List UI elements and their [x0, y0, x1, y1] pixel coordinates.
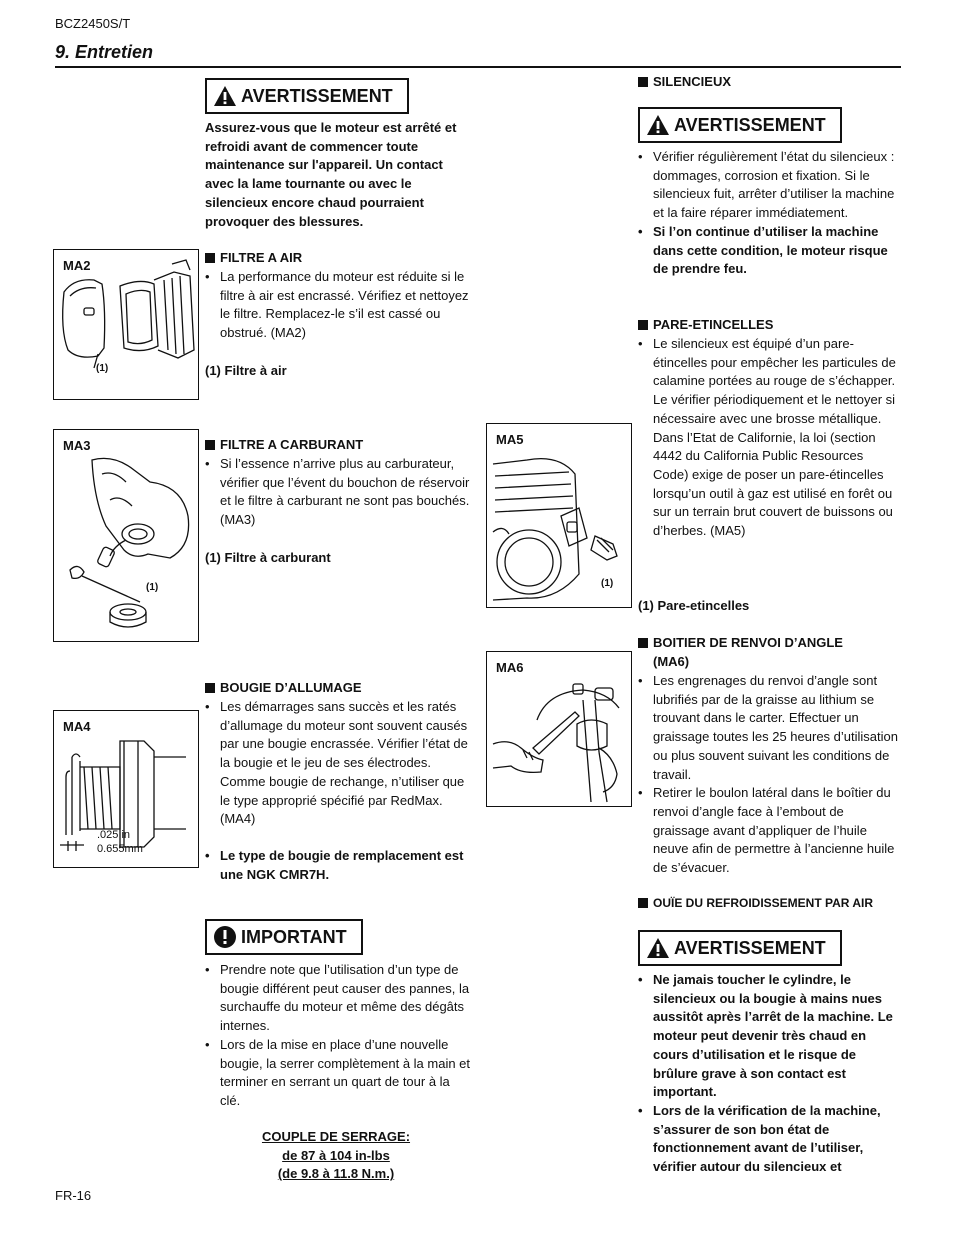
list-item: • La performance du moteur est réduite si le filtre à air est encrassé. Vérifiez et nettoyez le filtre. Remplacez-le s’il est cassé ou obstrué. (MA2): [205, 268, 470, 343]
warning-icon: [213, 85, 237, 107]
figure-label: MA6: [496, 660, 524, 675]
muffler-heading: SILENCIEUX: [638, 74, 731, 89]
air-filter-caption: (1) Filtre à air: [205, 363, 287, 378]
figure-label: MA2: [63, 258, 91, 273]
cooling-heading: OUÏE DU REFROIDISSEMENT PAR AIR: [638, 896, 873, 910]
spark-plug-list: [205, 698, 470, 884]
torque-spec: COUPLE DE SERRAGE: de 87 à 104 in-lbs (de 9.8 à 11.8 N.m.): [261, 1129, 411, 1182]
callout: (1): [96, 363, 109, 374]
spark-arrester-list: [638, 335, 900, 541]
muffler-warning-box: [638, 107, 842, 143]
air-filter-list: [205, 268, 470, 343]
header-rule: [55, 66, 901, 68]
model-number: BCZ2450S/T: [55, 16, 131, 31]
list-item: • Prendre note que l’utilisation d’un type de bougie différent peut causer des pannes, la surchauffe du moteur et même des dégâts internes.: [205, 961, 470, 1036]
list-item: • Le type de bougie de remplacement est une NGK CMR7H.: [205, 847, 470, 884]
cooling-list: [638, 971, 900, 1177]
warning-icon: [646, 937, 670, 959]
warning-box: [205, 78, 409, 114]
warning-text: Assurez-vous que le moteur est arrêté et refroidi avant de commencer toute maintenance sur l'appareil. Un contact avec la lame tournante ou avec le silencieux encore chaud pourraient provoquer des blessures.: [205, 120, 457, 229]
warning-label: AVERTISSEMENT: [241, 85, 393, 106]
fuel-filter-caption: (1) Filtre à carburant: [205, 550, 331, 565]
figure-label: MA5: [496, 432, 524, 447]
section-title: 9. Entretien: [55, 42, 154, 62]
fuel-filter-heading: FILTRE A CARBURANT: [205, 437, 363, 452]
list-item: • Si l’essence n’arrive plus au carburateur, vérifier que l’évent du bouchon de réservoir et le filtre à carburant ne sont pas bouchés. (MA3): [205, 455, 470, 530]
important-label: IMPORTANT: [241, 926, 347, 947]
list-item: • Le silencieux est équipé d’un pare-étincelles pour empêcher les particules de calamine portées au rouge de s’échapper. Le vérifier périodiquement et le nettoyer si nécessaire avec une brosse métallique. Dans l’Etat de Californie, la loi (section 4442 du California Public Resources Code) exige de poser un pare-étincelles lorsqu’un outil à gaz est utilisé en forêt ou sur un terrain brut couvert de buissons ou d’herbes. (MA5): [638, 335, 900, 541]
figure-ma5: [486, 423, 632, 608]
figure-ma6: [486, 651, 632, 807]
fuel-filter-list: [205, 455, 470, 530]
figure-ma2: [53, 249, 199, 400]
gear-case-heading-ref: (MA6): [653, 654, 690, 669]
gear-case-illustration: [487, 652, 633, 808]
list-item: • Les démarrages sans succès et les ratés d’allumage du moteur sont souvent causés par une bougie encrassée. Vérifier l’état de la bougie et le jeu de ses électrodes. Comme bougie de rechange, n’utiliser que le type approprié spécifié par RedMax. (MA4): [205, 698, 470, 829]
fuel-filter-illustration: [54, 430, 200, 643]
list-item: • Les engrenages du renvoi d’angle sont lubrifiés par de la graisse au lithium se trouvant dans le carter. Effectuer un graissage toutes les 25 heures d’utilisation ou plus souvent suivant les conditions de travail.: [638, 672, 900, 784]
gear-case-heading: BOITIER DE RENVOI D’ANGLE: [638, 635, 843, 650]
spark-arrester-caption: (1) Pare-etincelles: [638, 598, 750, 613]
page-number: FR-16: [55, 1188, 92, 1203]
cooling-warning-box: [638, 930, 842, 966]
figure-label: MA4: [63, 719, 91, 734]
spark-plug-heading: BOUGIE D’ALLUMAGE: [205, 680, 362, 695]
figure-label: MA3: [63, 438, 91, 453]
list-item: • Ne jamais toucher le cylindre, le silencieux ou la bougie à mains nues aussitôt après l’arrêt de la machine. Le moteur peut devenir très chaud en cours d’utilisation et le risque de brûlure grave à son contact est important.: [638, 971, 900, 1102]
muffler-list: [638, 148, 900, 279]
figure-ma3: [53, 429, 199, 642]
exclamation-icon: [213, 925, 237, 949]
gap-millimeters: 0.655mm: [97, 843, 143, 855]
list-item: • Si l’on continue d’utiliser la machine dans cette condition, le moteur risque de prendre feu.: [638, 223, 900, 279]
callout: (1): [146, 582, 159, 593]
warning-label: AVERTISSEMENT: [674, 937, 826, 958]
gear-case-list: [638, 672, 900, 878]
air-filter-heading: FILTRE A AIR: [205, 250, 302, 265]
callout: (1): [601, 578, 614, 589]
important-box: [205, 919, 363, 955]
list-item: • Retirer le boulon latéral dans le boîtier du renvoi d’angle face à l’embout de graissage avant d’appliquer de l’huile neuve afin de permettre à l’ancienne huile de s’évacuer.: [638, 784, 900, 878]
list-item: • Lors de la mise en place d’une nouvelle bougie, la serrer complètement à la main et terminer en serrant un quart de tour à la clé.: [205, 1036, 470, 1111]
list-item: • Lors de la vérification de la machine, s’assurer de son bon état de fonctionnement avant de l’utiliser, vérifier autour du silencieux et: [638, 1102, 900, 1177]
warning-label: AVERTISSEMENT: [674, 114, 826, 135]
figure-ma4: [53, 710, 199, 868]
gap-inches: .025 in: [97, 829, 131, 841]
warning-icon: [646, 114, 670, 136]
list-item: • Vérifier régulièrement l’état du silencieux : dommages, corrosion et fixation. Si le silencieux fuit, arrêter d’utiliser la machine et la faire réparer immédiatement.: [638, 148, 900, 223]
important-list: [205, 961, 470, 1111]
spark-arrester-heading: PARE-ETINCELLES: [638, 317, 773, 332]
